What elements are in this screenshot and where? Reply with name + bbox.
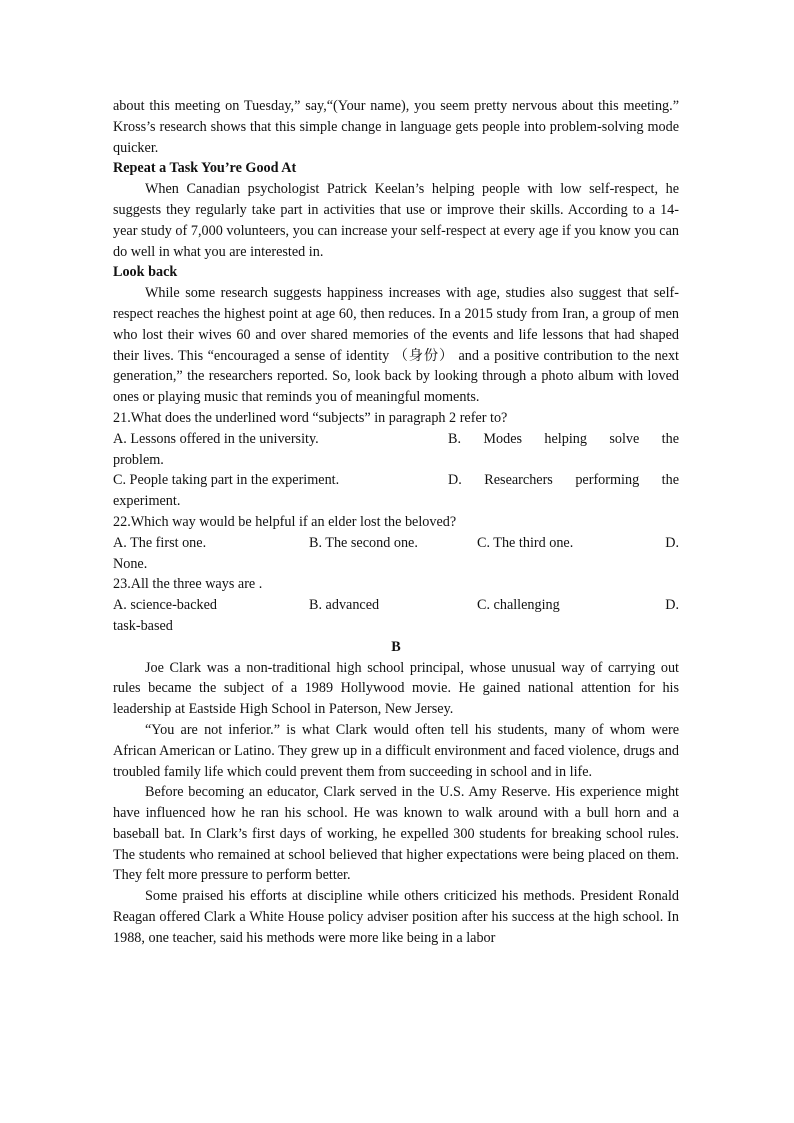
q21-option-b-cont: problem. [113, 451, 164, 468]
q21-option-d-cont: experiment. [113, 493, 181, 510]
page-content [113, 96, 679, 949]
section-body-repeat-task: When Canadian psychologist Patrick Keelan’s helping people with low self-respect, he suggests they regularly take part in activities that use or improve their skills. According to a 14-year study of 7,000 volunteers, you can increase your self-respect at every age if you know you can do well in what you are interested in. [113, 181, 679, 260]
q23-option-d-cont: task-based [113, 617, 173, 634]
section-heading-look-back: Look back [113, 264, 178, 281]
intro-paragraph: about this meeting on Tuesday,” say,“(Your name), you seem pretty nervous about this meeting.” Kross’s research shows that this simple change in language gets people into problem-solving mode quicker. [113, 98, 679, 156]
q22-option-c: C. The third one. [477, 534, 574, 551]
q21-option-c: C. People taking part in the experiment. [113, 472, 340, 489]
q21-option-b: B. Modes helping solve the [448, 430, 679, 447]
q23-option-d: D. [665, 597, 679, 614]
q22-option-b: B. The second one. [309, 534, 418, 551]
passage-b-paragraph-3: Before becoming an educator, Clark served in the U.S. Amy Reserve. His experience might have influenced how he ran his school. He was known to walk around with a bull horn and a baseball bat. In Clark’s first days of working, he expelled 300 students for breaking school rules. The students who remained at school believed that higher expectations were being placed on them. They felt more pressure to perform better. [113, 784, 679, 884]
section-heading-repeat-task: Repeat a Task You’re Good At [113, 160, 297, 177]
q22-option-a: A. The first one. [113, 534, 207, 551]
question-23-stem: 23.All the three ways are . [113, 576, 263, 593]
passage-b-label: B [391, 638, 401, 655]
question-21-stem: 21.What does the underlined word “subjects” in paragraph 2 refer to? [113, 409, 508, 426]
q21-option-d: D. Researchers performing the [448, 472, 679, 489]
question-23-options [113, 595, 679, 637]
q23-option-a: A. science-backed [113, 597, 217, 614]
question-22-options [113, 533, 679, 575]
question-21-options [113, 429, 679, 512]
section-body-look-back: While some research suggests happiness increases with age, studies also suggest that self-respect reaches the highest point at age 60, then reduces. In a 2015 study from Iran, a group of men who lost their wives 60 and over shared memories of the events and life lessons that had shaped their lives. This “encouraged a sense of identity （身份） and a positive contribution to the next generation,” the researchers reported. So, look back by looking through a photo album with loved ones or playing music that reminds you of meaningful moments. [113, 285, 679, 406]
q23-option-c: C. challenging [477, 597, 560, 614]
q22-option-d: D. [665, 534, 679, 551]
q23-option-b: B. advanced [309, 597, 380, 614]
q21-option-a: A. Lessons offered in the university. [113, 430, 319, 447]
passage-b-paragraph-4: Some praised his efforts at discipline while others criticized his methods. President Ronald Reagan offered Clark a White House policy adviser position after his success at the high school. In 1988, one teacher, said his methods were more like being in a labor [113, 888, 679, 946]
q22-option-d-cont: None. [113, 555, 148, 572]
passage-b-paragraph-2: “You are not inferior.” is what Clark would often tell his students, many of whom were African American or Latino. They grew up in a difficult environment and faced violence, drugs and troubled family life which could prevent them from succeeding in school and in life. [113, 721, 679, 780]
passage-b-paragraph-1: Joe Clark was a non-traditional high school principal, whose unusual way of carrying out rules became the subject of a 1989 Hollywood movie. He gained national attention for his leadership at Eastside High School in Paterson, New Jersey. [113, 659, 679, 718]
question-22-stem: 22.Which way would be helpful if an elder lost the beloved? [113, 513, 457, 530]
